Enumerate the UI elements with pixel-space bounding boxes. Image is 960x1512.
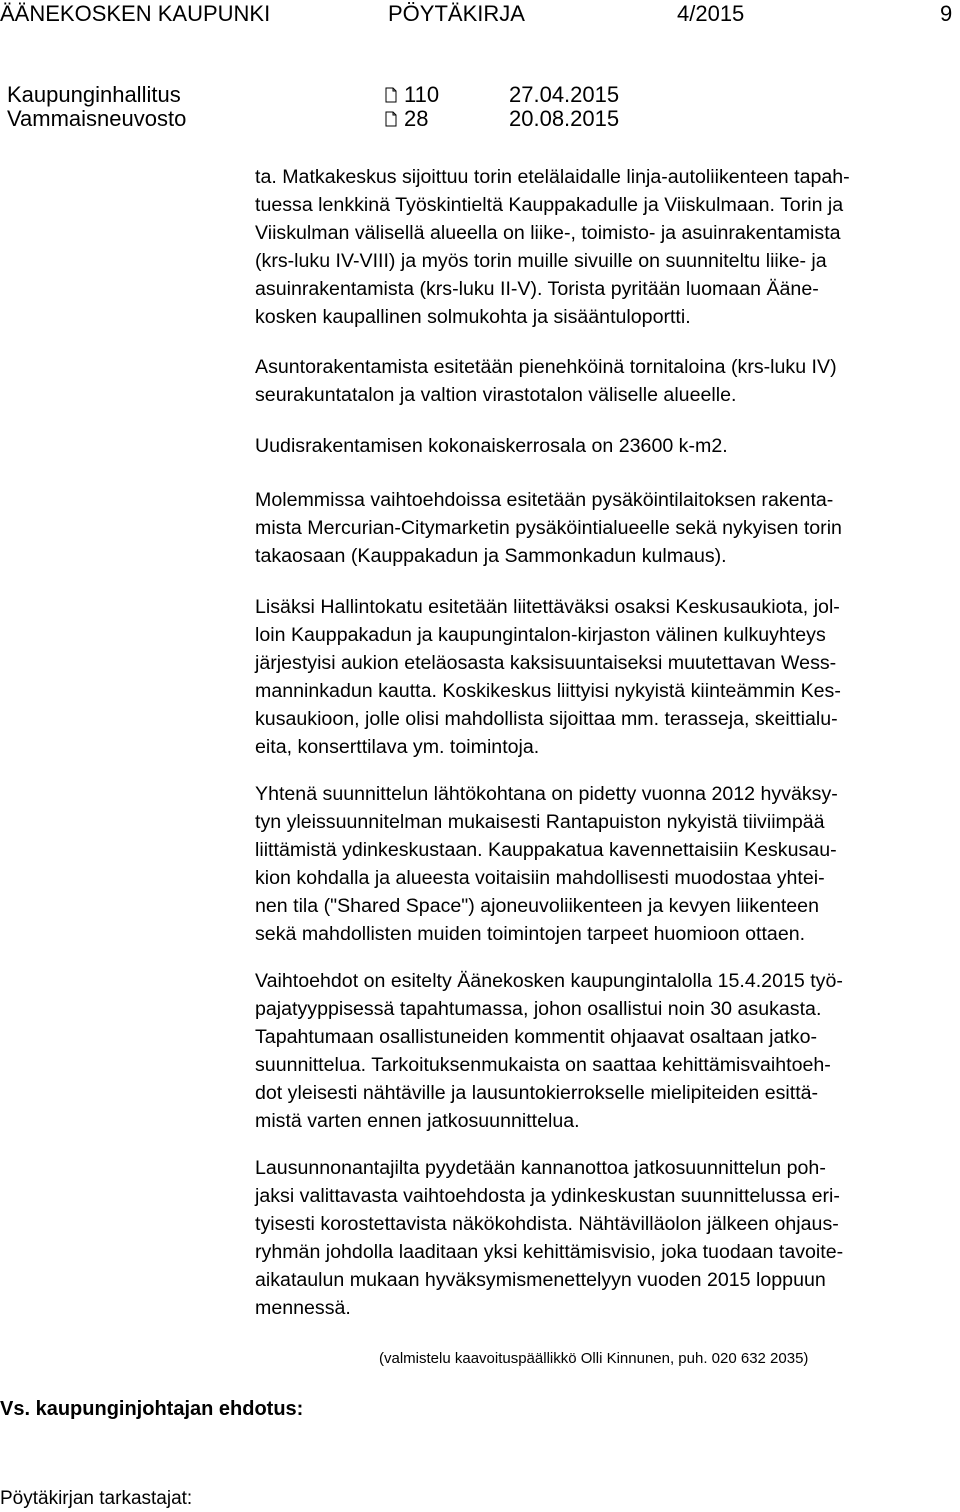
paragraph-line: ta. Matkakeskus sijoittuu torin etelälaidalle linja-autoliikenteen tapah- <box>255 166 850 188</box>
paragraph-line: tyn yleissuunnitelman mukaisesti Rantapuiston nykyistä tiiviimpää <box>255 811 825 833</box>
issue-number: 4/2015 <box>677 1 745 26</box>
paragraph-line: liittämistä ydinkeskustaan. Kauppakatua kavennettaisiin Keskusau- <box>255 839 837 861</box>
paragraph <box>255 593 841 761</box>
paragraph-line: aikataulun mukaan hyväksymismenettelyyn vuoden 2015 loppuun <box>255 1269 826 1291</box>
paragraph <box>255 1154 843 1322</box>
paragraph-line: Vaihtoehdot on esitelty Äänekosken kaupungintalolla 15.4.2015 työ- <box>255 970 843 992</box>
paragraph <box>255 163 850 331</box>
paragraph-line: ryhmän johdolla laaditaan yksi kehittämisvisio, joka tuodaan tavoite- <box>255 1241 844 1263</box>
paragraph-line: takaosaan (Kauppakadun ja Sammonkadun kulmaus). <box>255 545 727 567</box>
paragraph-line: eita, konserttilava ym. toimintoja. <box>255 736 540 758</box>
section-document-icon <box>385 111 397 127</box>
paragraph-line: suunnittelua. Tarkoituksenmukaista on saattaa kehittämisvaihtoeh- <box>255 1054 831 1076</box>
paragraph-line: kosken kaupallinen solmukohta ja sisääntuloportti. <box>255 306 691 328</box>
paragraph-line: järjestyisi aukion eteläosasta kaksisuuntaiseksi muutettavan Wess- <box>255 652 837 674</box>
paragraph-line: mennessä. <box>255 1297 351 1319</box>
meeting-body: Kaupunginhallitus <box>7 82 181 107</box>
organization-name: ÄÄNEKOSKEN KAUPUNKI <box>0 1 271 26</box>
paragraph-line: Asuntorakentamista esitetään pienehköinä tornitaloina (krs-luku IV) <box>255 356 837 378</box>
paragraph-line: Tapahtumaan osallistuneiden kommentit ohjaavat osaltaan jatko- <box>255 1026 818 1048</box>
reviewers-label: Pöytäkirjan tarkastajat: <box>0 1488 193 1509</box>
preparer-note: (valmistelu kaavoituspäällikkö Olli Kinnunen, puh. 020 632 2035) <box>379 1350 809 1367</box>
paragraph-line: asuinrakentamista (krs-luku II-V). Torista pyritään luomaan Ääne- <box>255 278 819 300</box>
paragraph <box>255 432 728 460</box>
paragraph-line: kion kohdalla ja alueesta voitaisiin mahdollisesti muodostaa yhtei- <box>255 867 825 889</box>
paragraph-line: jaksi valittavasta vaihtoehdosta ja ydinkeskustan suunnittelussa eri- <box>255 1185 840 1207</box>
paragraph-line: loin Kauppakadun ja kaupungintalon-kirjaston välinen kulkuyhteys <box>255 624 826 646</box>
meeting-date: 20.08.2015 <box>509 106 620 131</box>
paragraph-line: Molemmissa vaihtoehdoissa esitetään pysäköintilaitoksen rakenta- <box>255 489 834 511</box>
paragraph-line: Lisäksi Hallintokatu esitetään liitettäväksi osaksi Keskusaukiota, jol- <box>255 596 840 618</box>
paragraph-line: sekä mahdollisten muiden toimintojen tarpeet huomioon ottaen. <box>255 923 806 945</box>
paragraph-line: Uudisrakentamisen kokonaiskerrosala on 23600 k-m2. <box>255 435 728 457</box>
paragraph-line: Viiskulman välisellä alueella on liike-, toimisto- ja asuinrakentamista <box>255 222 841 244</box>
paragraph-line: mista Mercurian-Citymarketin pysäköintialueelle sekä nykyisen torin <box>255 517 842 539</box>
section-document-icon <box>385 87 397 103</box>
paragraph-line: pajatyyppisessä tapahtumassa, johon osallistui noin 30 asukasta. <box>255 998 822 1020</box>
proposal-label: Vs. kaupunginjohtajan ehdotus: <box>0 1398 304 1420</box>
section-number: 110 <box>404 82 440 107</box>
meeting-body: Vammaisneuvosto <box>7 106 187 131</box>
paragraph-line: seurakuntatalon ja valtion virastotalon väliselle alueelle. <box>255 384 737 406</box>
paragraph <box>255 353 837 409</box>
paragraph-line: (krs-luku IV-VIII) ja myös torin muille sivuille on suunniteltu liike- ja <box>255 250 827 272</box>
page-number: 9 <box>940 1 953 26</box>
document-type: PÖYTÄKIRJA <box>388 1 525 26</box>
paragraph-line: tuessa lenkkinä Työskintieltä Kauppakadulle ja Viiskulmaan. Torin ja <box>255 194 844 216</box>
paragraph-line: Yhtenä suunnittelun lähtökohtana on pidetty vuonna 2012 hyväksy- <box>255 783 838 805</box>
paragraph <box>255 780 838 948</box>
paragraph-line: dot yleisesti nähtäville ja lausuntokierrokselle mielipiteiden esittä- <box>255 1082 819 1104</box>
paragraph <box>255 486 842 570</box>
section-number: 28 <box>404 106 429 131</box>
paragraph-line: nen tila ("Shared Space") ajoneuvoliikenteen ja kevyen liikenteen <box>255 895 819 917</box>
paragraph <box>255 967 843 1135</box>
paragraph-line: manninkadun kautta. Koskikeskus liittyisi nykyistä kiinteämmin Kes- <box>255 680 841 702</box>
paragraph-line: tyisesti korostettavista näkökohdista. Nähtävilläolon jälkeen ohjaus- <box>255 1213 839 1235</box>
paragraph-line: kusaukioon, jolle olisi mahdollista sijoittaa mm. terasseja, skeittialu- <box>255 708 838 730</box>
paragraph-line: Lausunnonantajilta pyydetään kannanottoa jatkosuunnittelun poh- <box>255 1157 826 1179</box>
meeting-date: 27.04.2015 <box>509 82 620 107</box>
paragraph-line: mistä varten ennen jatkosuunnittelua. <box>255 1110 580 1132</box>
